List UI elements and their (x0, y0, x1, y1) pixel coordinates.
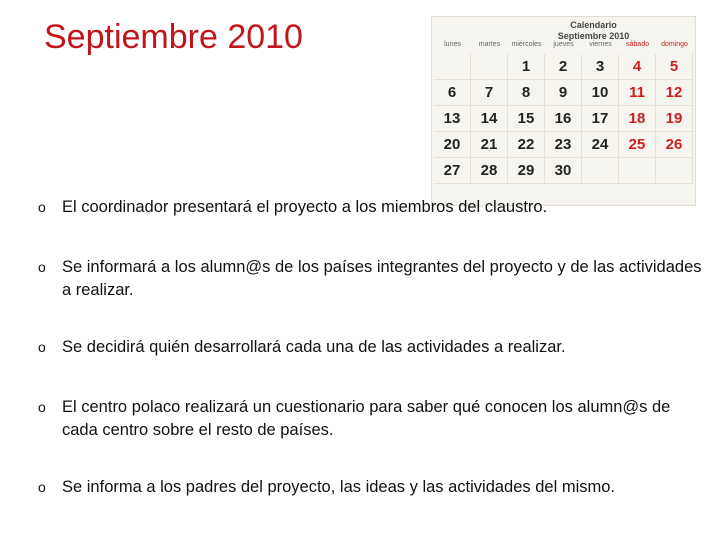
calendar-heading-line1: Calendario (570, 20, 617, 30)
calendar-day-cell: 1 (508, 54, 545, 80)
calendar-week-row (434, 106, 693, 132)
calendar-heading-line2: Septiembre 2010 (557, 31, 630, 41)
calendar-day-cell: 30 (545, 158, 582, 184)
calendar-day-cell: 25 (619, 132, 656, 158)
calendar-weekday: sábado (626, 41, 649, 48)
calendar-day-cell (582, 158, 619, 184)
bullet-marker: o (38, 259, 46, 275)
calendar-day-cell: 11 (619, 80, 656, 106)
calendar-weekday: martes (478, 41, 501, 48)
calendar-day-cell: 9 (545, 80, 582, 106)
calendar-weekday: viernes (589, 41, 612, 48)
calendar-day-cell: 15 (508, 106, 545, 132)
calendar-day-cell: 10 (582, 80, 619, 106)
calendar-day-cell: 21 (471, 132, 508, 158)
calendar-day-cell: 22 (508, 132, 545, 158)
calendar-day-cell: 27 (434, 158, 471, 184)
calendar-day-cell: 7 (471, 80, 508, 106)
bullet-item (38, 396, 702, 442)
calendar-day-cell: 6 (434, 80, 471, 106)
calendar-day-cell (434, 54, 471, 80)
bullet-marker: o (38, 479, 46, 495)
calendar-heading (432, 20, 695, 42)
bullet-marker: o (38, 399, 46, 415)
bullet-text: Se informará a los alumn@s de los países integrantes del proyecto y de las actividades a realizar. (62, 258, 702, 299)
bullet-text: Se informa a los padres del proyecto, las ideas y las actividades del mismo. (62, 478, 616, 496)
calendar-day-cell: 23 (545, 132, 582, 158)
calendar-week-row (434, 80, 693, 106)
calendar-image (431, 16, 696, 206)
calendar-weekdays (434, 41, 693, 48)
bullet-text: Se decidirá quién desarrollará cada una de las actividades a realizar. (62, 338, 566, 356)
calendar-day-cell: 20 (434, 132, 471, 158)
calendar-day-cell: 16 (545, 106, 582, 132)
bullet-item (38, 476, 702, 499)
calendar-day-cell: 3 (582, 54, 619, 80)
calendar-day-cell (656, 158, 693, 184)
calendar-weekday: miércoles (511, 41, 542, 48)
calendar-day-cell: 13 (434, 106, 471, 132)
calendar-day-cell (471, 54, 508, 80)
bullet-marker: o (38, 339, 46, 355)
bullet-marker: o (38, 199, 46, 215)
bullet-item (38, 196, 702, 219)
calendar-day-cell: 29 (508, 158, 545, 184)
calendar-day-cell: 26 (656, 132, 693, 158)
calendar-week-row (434, 158, 693, 184)
calendar-day-cell: 12 (656, 80, 693, 106)
slide-title: Septiembre 2010 (44, 18, 303, 56)
calendar-weekday: domingo (661, 41, 688, 48)
bullet-item (38, 336, 702, 359)
calendar-day-cell: 18 (619, 106, 656, 132)
calendar-week-row (434, 54, 693, 80)
calendar-day-cell: 28 (471, 158, 508, 184)
calendar-day-cell: 24 (582, 132, 619, 158)
calendar-weekday: lunes (444, 41, 461, 48)
calendar-day-cell (619, 158, 656, 184)
bullet-text: El coordinador presentará el proyecto a los miembros del claustro. (62, 198, 548, 216)
calendar-day-cell: 5 (656, 54, 693, 80)
bullet-text: El centro polaco realizará un cuestionario para saber qué conocen los alumn@s de cada centro sobre el resto de países. (62, 398, 671, 439)
calendar-day-cell: 2 (545, 54, 582, 80)
calendar-day-cell: 14 (471, 106, 508, 132)
calendar-grid (434, 54, 693, 184)
bullet-item (38, 256, 702, 302)
calendar-day-cell: 19 (656, 106, 693, 132)
calendar-day-cell: 8 (508, 80, 545, 106)
calendar-weekday: jueves (553, 41, 574, 48)
calendar-day-cell: 4 (619, 54, 656, 80)
calendar-day-cell: 17 (582, 106, 619, 132)
calendar-week-row (434, 132, 693, 158)
